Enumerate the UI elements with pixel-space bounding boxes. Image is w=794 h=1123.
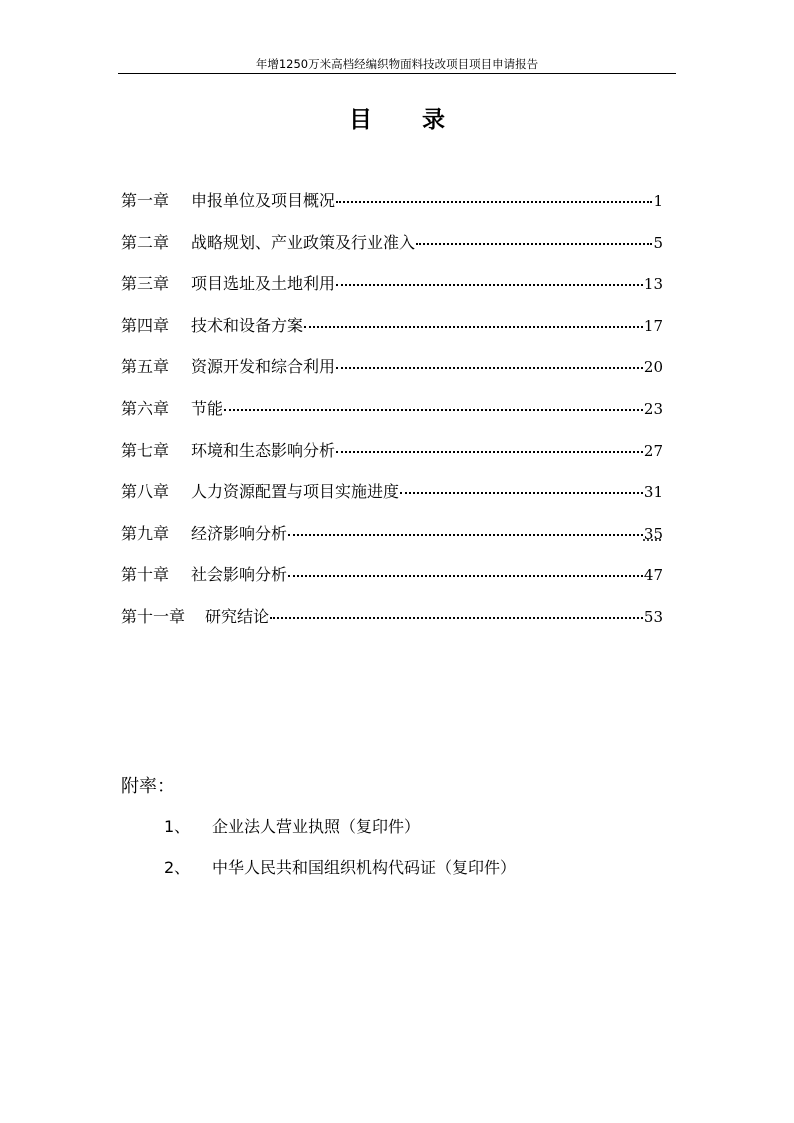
- appendix-item-text: 中华人民共和国组织机构代码证（复印件）: [212, 858, 517, 877]
- appendix-item-text: 企业法人营业执照（复印件）: [212, 817, 421, 836]
- toc-entry-1[interactable]: [121, 188, 663, 230]
- toc-leader-dots: [416, 232, 652, 248]
- toc-entry-title: 申报单位及项目概况: [191, 191, 336, 210]
- toc-page-number: 47: [643, 566, 663, 585]
- appendix-item: [164, 814, 664, 855]
- toc-entry-2[interactable]: [121, 230, 663, 272]
- toc-page-number: 31: [643, 483, 663, 502]
- toc-entry-title: 人力资源配置与项目实施进度: [191, 482, 400, 502]
- toc-entry-3[interactable]: [121, 271, 663, 313]
- appendix-item: [164, 855, 664, 896]
- appendix-heading: 附率：: [121, 776, 175, 797]
- toc-entry-11[interactable]: [121, 604, 663, 646]
- toc-leader-dots: [304, 315, 643, 331]
- toc-page-number: 53: [643, 607, 663, 626]
- toc-entry-title: 技术和设备方案: [191, 315, 304, 335]
- toc-chapter-label: 第四章: [121, 315, 170, 335]
- toc-entry-6[interactable]: [121, 396, 663, 438]
- toc-page-number: 5: [653, 233, 663, 252]
- toc-chapter-label: 第十一章: [121, 606, 186, 626]
- toc-entry-title: 资源开发和综合利用: [191, 357, 336, 377]
- toc-entry-9[interactable]: [121, 521, 663, 563]
- toc-page-number: 13: [643, 275, 663, 294]
- toc-page-number: 1: [653, 192, 663, 210]
- toc-leader-dots: [288, 523, 643, 539]
- toc-leader-dots: [288, 564, 643, 580]
- header-rule: [118, 73, 676, 74]
- toc-entry-10[interactable]: [121, 562, 663, 604]
- toc-entry-title: 研究结论: [205, 606, 270, 626]
- toc-chapter-label: 第三章: [121, 274, 170, 294]
- toc-entry-title: 经济影响分析: [191, 523, 288, 543]
- appendix-item-number: 2、: [164, 858, 191, 877]
- toc-chapter-label: 第十章: [121, 565, 170, 585]
- toc-page-number: 23: [643, 399, 663, 418]
- toc-chapter-label: 第七章: [121, 440, 170, 460]
- toc-entry-5[interactable]: [121, 354, 663, 396]
- toc-leader-dots: [270, 606, 643, 622]
- toc-chapter-label: 第九章: [121, 523, 170, 543]
- toc-page-number: 20: [643, 358, 663, 377]
- toc-chapter-label: 第八章: [121, 482, 170, 502]
- toc-entry-title: 环境和生态影响分析: [191, 440, 336, 460]
- toc-leader-dots: [224, 398, 643, 414]
- toc-entry-title: 社会影响分析: [191, 565, 288, 585]
- toc-leader-dots: [336, 273, 643, 289]
- toc-chapter-label: 第五章: [121, 357, 170, 377]
- toc-entry-title: 战略规划、产业政策及行业准入: [191, 232, 416, 252]
- toc-leader-dots: [336, 440, 643, 456]
- toc-chapter-label: 第二章: [121, 232, 170, 252]
- toc-leader-dots: [336, 190, 652, 206]
- toc-entry-8[interactable]: [121, 479, 663, 521]
- toc-page-number: 17: [643, 316, 663, 335]
- appendix-item-number: 1、: [164, 817, 191, 836]
- toc-entry-title: 项目选址及土地利用: [191, 274, 336, 294]
- toc-entry-4[interactable]: [121, 313, 663, 355]
- appendix-list: [164, 814, 664, 896]
- toc-chapter-label: 第六章: [121, 398, 170, 418]
- page-header: 年增1250万米高档经编织物面料技改项目项目申请报告: [255, 57, 539, 71]
- toc-entry-title: 节能: [191, 398, 224, 418]
- table-of-contents: [121, 188, 663, 646]
- toc-page-number: 35: [643, 524, 663, 543]
- toc-title: 目录: [349, 107, 495, 133]
- toc-leader-dots: [400, 481, 643, 497]
- toc-entry-7[interactable]: [121, 438, 663, 480]
- toc-page-number: 27: [643, 441, 663, 460]
- toc-chapter-label: 第一章: [121, 191, 170, 210]
- toc-leader-dots: [336, 356, 643, 372]
